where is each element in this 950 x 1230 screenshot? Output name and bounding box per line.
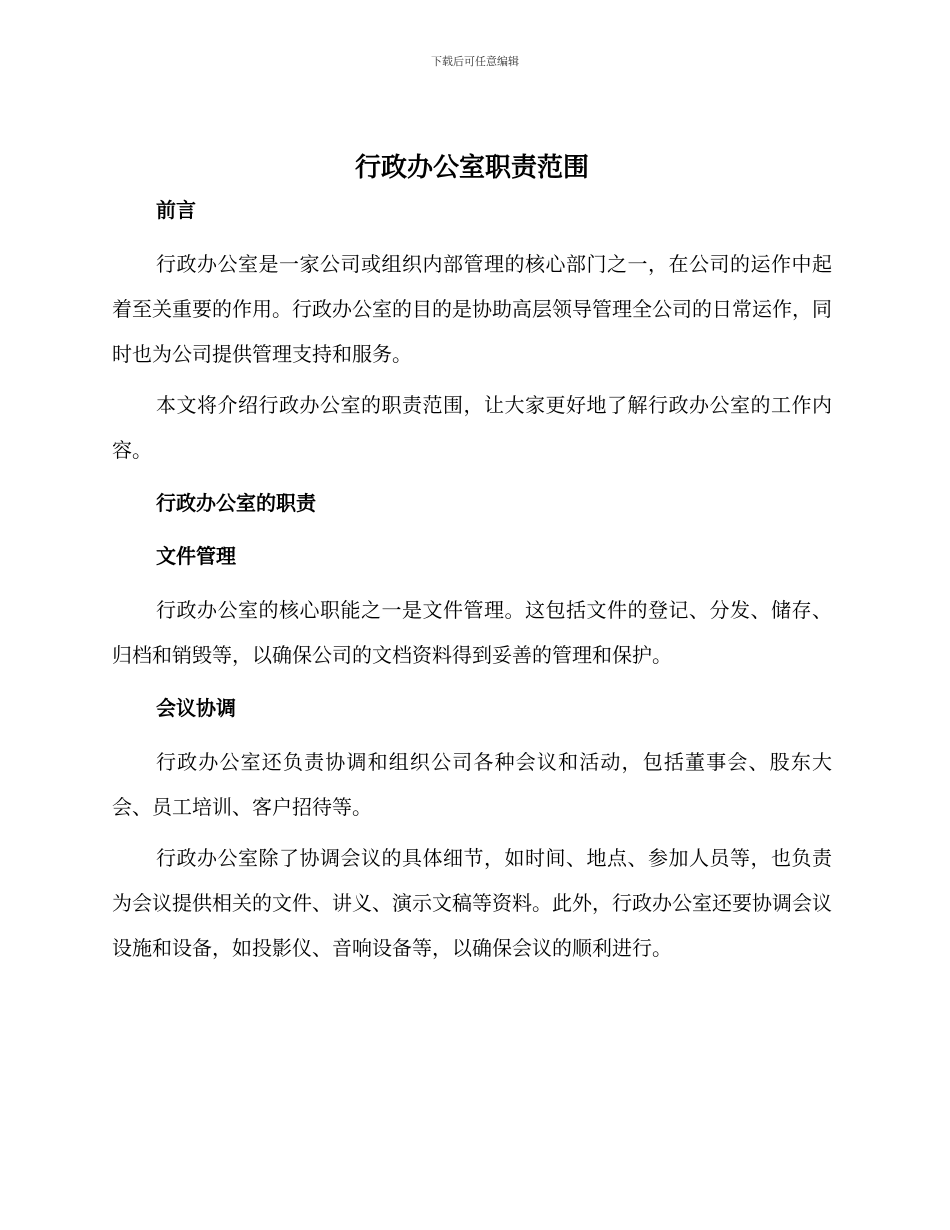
paragraph-meeting-1: 行政办公室还负责协调和组织公司各种会议和活动，包括董事会、股东大会、员工培训、客户招待等。 — [112, 750, 832, 819]
paragraph-meeting-2: 行政办公室除了协调会议的具体细节，如时间、地点、参加人员等，也负责为会议提供相关的文件、讲义、演示文稿等资料。此外，行政办公室还要协调会议设施和设备，如投影仪、音响设备等，以确保会议的顺利进行。 — [112, 846, 832, 960]
section-heading-file-management: 文件管理 — [156, 544, 236, 568]
document-body — [112, 148, 832, 971]
section-heading-duties: 行政办公室的职责 — [156, 491, 316, 515]
paragraph-preface-2: 本文将介绍行政办公室的职责范围，让大家更好地了解行政办公室的工作内容。 — [112, 393, 832, 462]
paragraph-file-management: 行政办公室的核心职能之一是文件管理。这包括文件的登记、分发、储存、归档和销毁等，以确保公司的文档资料得到妥善的管理和保护。 — [112, 598, 832, 667]
paragraph-preface-1: 行政办公室是一家公司或组织内部管理的核心部门之一，在公司的运作中起着至关重要的作用。行政办公室的目的是协助高层领导管理全公司的日常运作，同时也为公司提供管理支持和服务。 — [112, 252, 832, 366]
document-title: 行政办公室职责范围 — [354, 153, 589, 183]
section-heading-meeting-coordination: 会议协调 — [156, 696, 236, 720]
section-heading-preface: 前言 — [156, 198, 196, 222]
page-header-note: 下载后可任意编辑 — [431, 55, 519, 68]
